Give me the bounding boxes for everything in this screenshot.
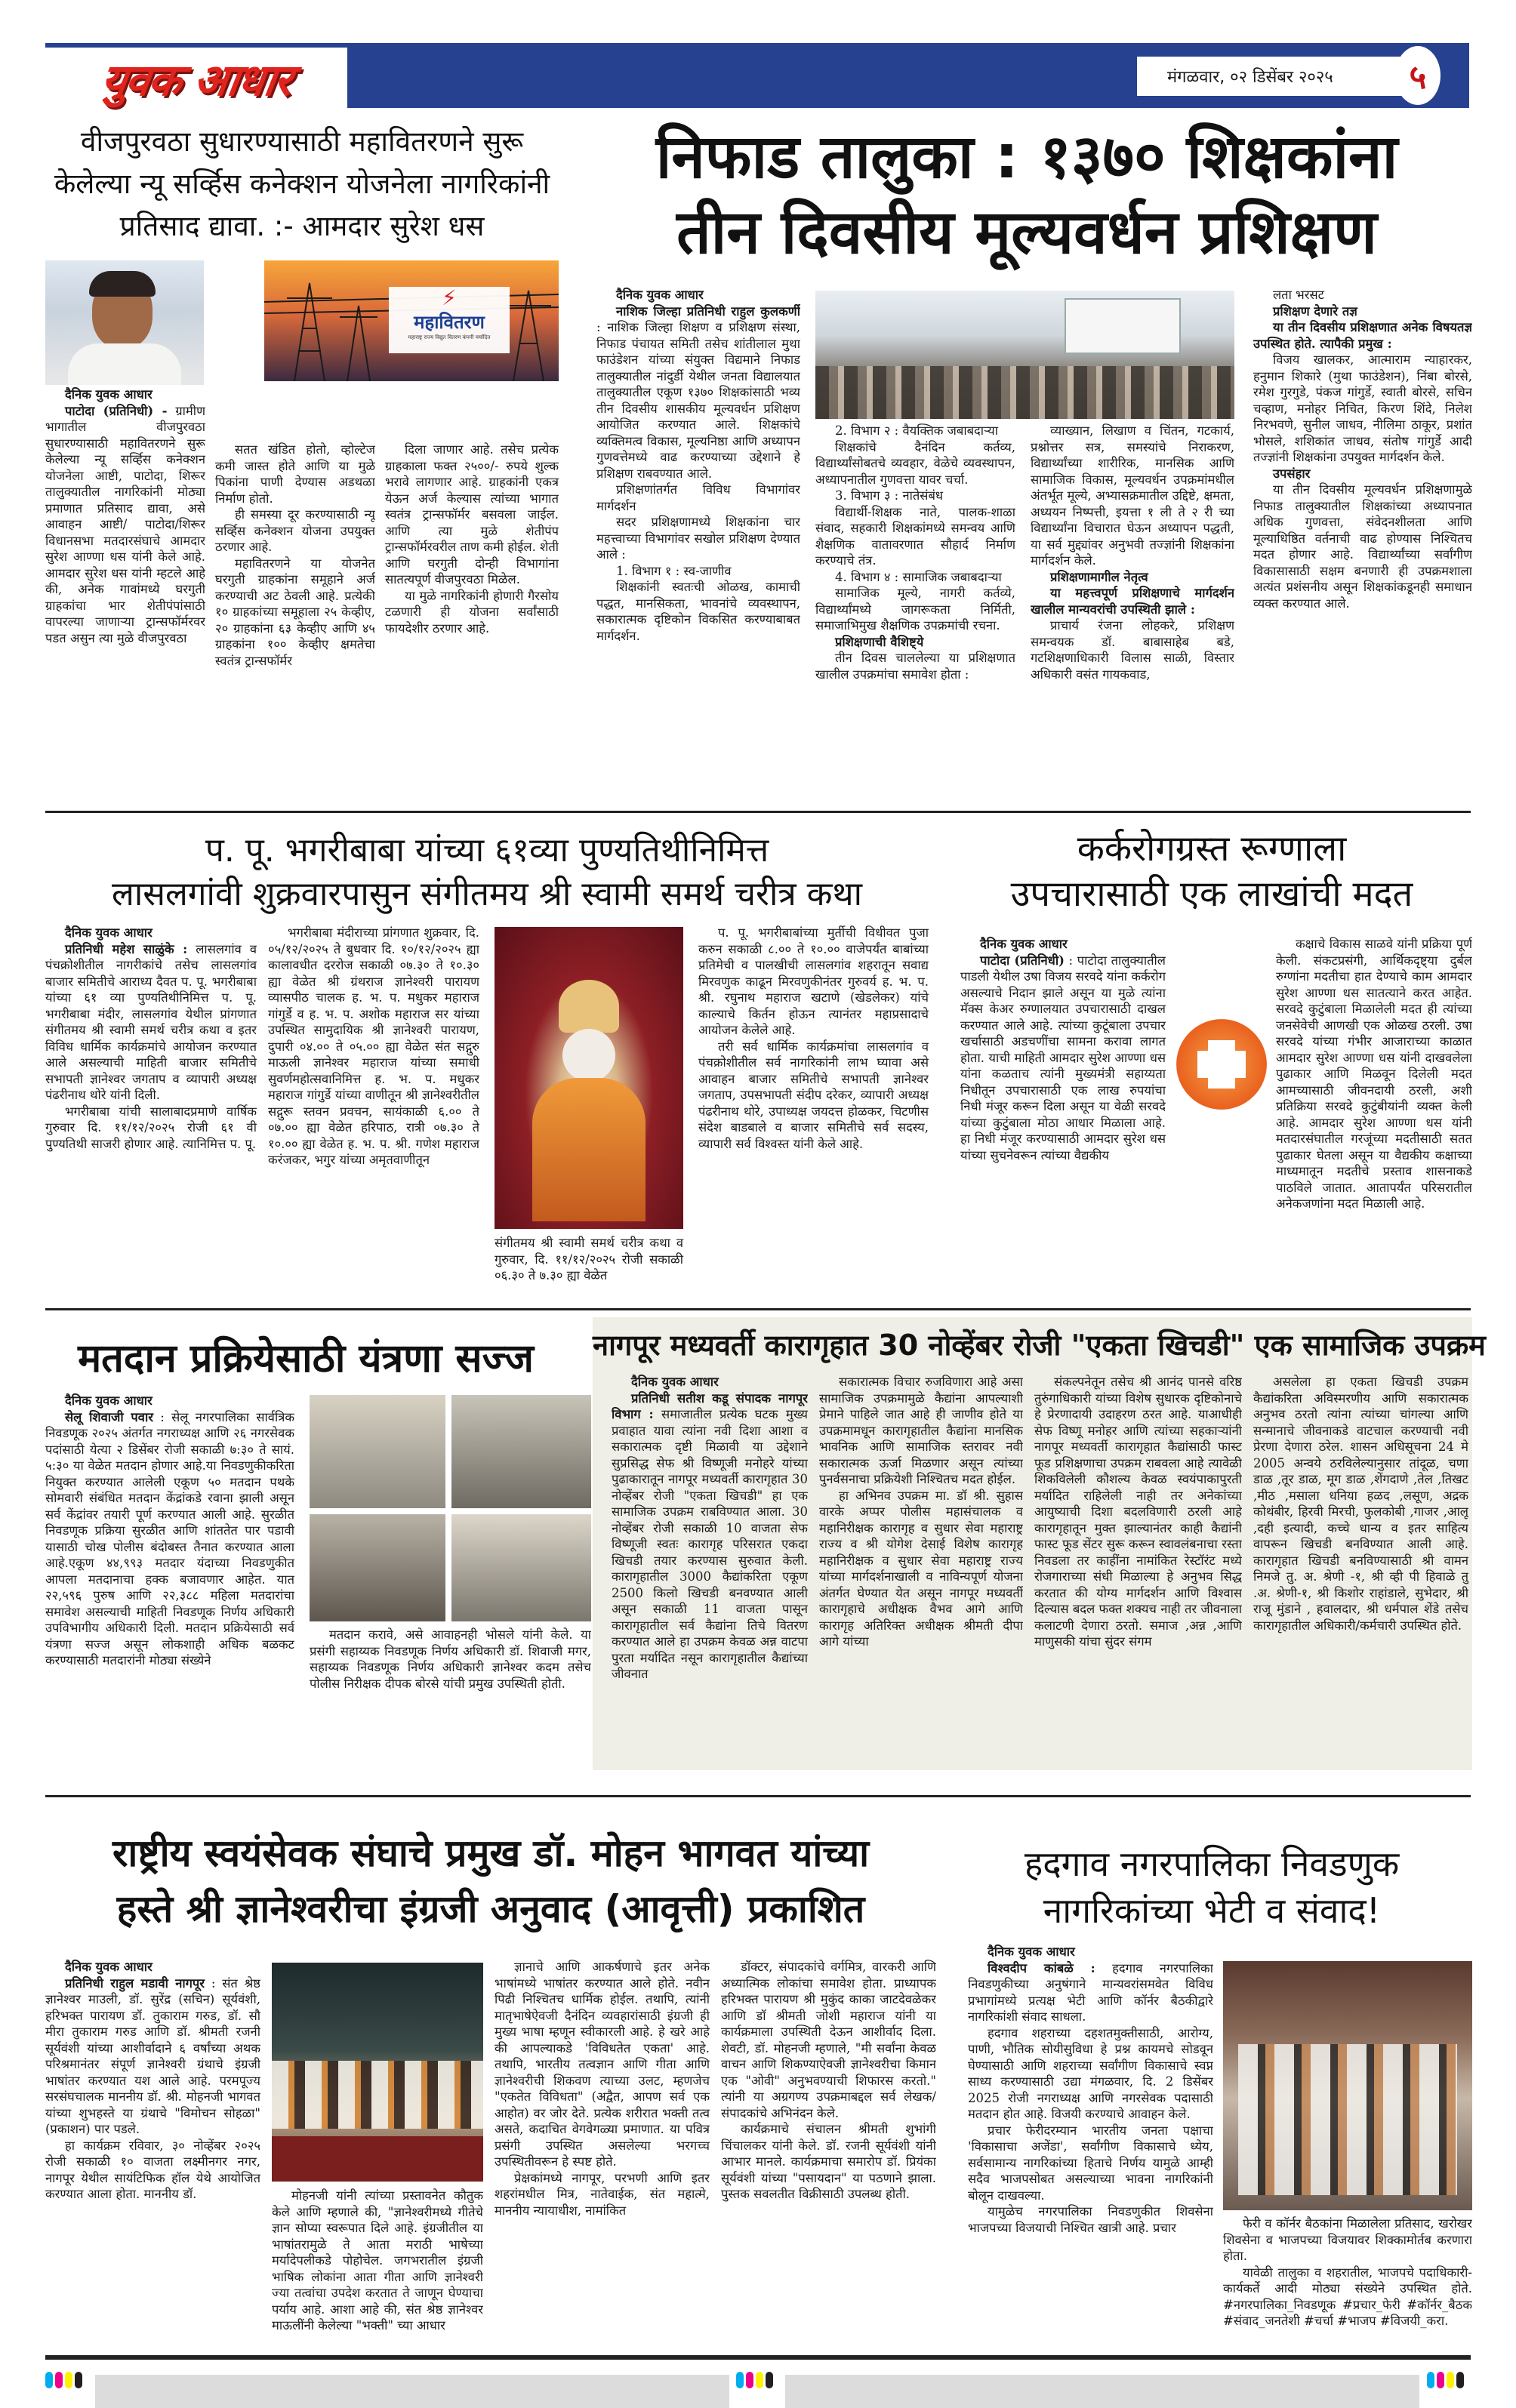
lead-paragraph bbox=[45, 1975, 260, 2138]
paragraph: दिला जाणार आहे. तसेच प्रत्येक ग्राहकाला फक्त २५००/- रुपये शुल्क भरावे लागणार आहे. ग्राहकांनी एकत्र येऊन अर्ज केल्यास त्यांच्या भागात स्वतंत्र ट्रान्सफॉर्मर बसवला जाईल. आणि त्या मुळे शेतीपंप ट्रान्सफॉर्मरवरील ताण कमी होईल. शेती आणि घरगुती दोन्ही विभागांना सातत्यपूर्ण वीजपुरवठा मिळेल. bbox=[385, 442, 559, 587]
paragraph-text: : पाटोदा तालुक्यातील पाडली येथील उषा विजय सरवदे यांना कर्करोग असल्याचे निदान झाले असून या मुळे त्यांना मॅक्स केअर रुग्णालयात उपचारासाठी दाखल करण्यात आले आहे. त्यांच्या कुटूंबाला उपचार खर्चासाठी अडचणींचा सामना करावा लागत होता. याची माहिती आमदार सुरेश आण्णा धस यांना कळताच त्यांनी मुख्यमंत्री सहाय्यता निधीतून उपचारासाठी एक लाख रुपयांचा निधी मंजूर करून दिला असून या वेळी सरवदे यांच्या कुटुंबाला मोठा आधार मिळाला आहे. हा निधी मंजूर करण्यासाठी आमदार सुरेश धस यांच्या सुचनेवरून त्यांच्या वैद्यकीय bbox=[960, 953, 1166, 1162]
paragraph: भगरीबाबा यांची सालाबादप्रमाणे वार्षिक गुरुवार दि. ११/१२/२०२५ रोजी ६१ वी पुण्यतिथी साजरी होणार आहे. त्यानिमित्त प. पू. bbox=[45, 1104, 257, 1151]
article-column bbox=[45, 386, 205, 802]
headline-line: कर्करोगग्रस्त रूग्णाला bbox=[1077, 828, 1347, 870]
byline: दैनिक युवक आधार bbox=[65, 925, 153, 940]
headline-line: केलेल्या न्यू सर्व्हिस कनेक्शन योजनेला नागरिकांनी bbox=[54, 168, 550, 200]
paragraph: कक्षाचे विकास साळवे यांनी प्रक्रिया पूर्ण केली. संकटप्रसंगी, आर्थिकदृष्ट्या दुर्बल रुग्णांना मदतीचा हात देण्याचे काम आमदार सुरेश आण्णा धस सातत्याने करत आहेत. सरवदे कुटुंबाला मिळालेली मदत ही त्यांच्या जनसेवेची आणखी एक ओळख ठरली. उषा सरवदे यांच्या गंभीर आजाराच्या काळात आमदार सुरेश आण्णा धस यांनी दाखवलेला पुढाकार आणि मिळवून दिलेली मदत आमच्यासाठी जीवनदायी ठरली, अशी प्रतिक्रिया सरवदे कुटुंबीयांनी व्यक्त केली आहे. आमदार सुरेश आण्णा धस यांनी मतदारसंघातील गरजूंच्या मदतीसाठी सतत पुढाकार घेतला असून या वैद्यकीय कक्षाच्या माध्यमातून मदतीचे प्रस्ताव शासनाकडे पाठविले जातात. आतापर्यंत परिसरातील अनेकजणांना मदत मिळाली आहे. bbox=[1276, 937, 1472, 1211]
paragraph: सतत खंडित होतो, व्होल्टेज कमी जास्त होते आणि या मुळे पिकांना पाणी देण्यास अडथळा निर्माण होतो. bbox=[215, 442, 375, 506]
date-text: मंगळवार, ०२ डिसेंबर २०२५ bbox=[1167, 68, 1333, 87]
byline: दैनिक युवक आधार bbox=[65, 1393, 153, 1408]
article-column bbox=[698, 925, 929, 1287]
article-column bbox=[721, 1959, 936, 2336]
byline: दैनिक युवक आधार bbox=[988, 1945, 1075, 1959]
corner-meeting-photo bbox=[1223, 1961, 1472, 2210]
logo-subtext: महाराष्ट्र राज्य विद्युत वितरण कंपनी मर्यादित bbox=[408, 334, 491, 340]
lead-paragraph bbox=[45, 403, 205, 647]
paragraph: 3. विभाग ३ : नातेसंबंध bbox=[835, 488, 944, 503]
headline-line: नागरिकांच्या भेटी व संवाद! bbox=[1043, 1890, 1381, 1931]
byline: दैनिक युवक आधार bbox=[616, 288, 704, 302]
headline-line: राष्ट्रीय स्वयंसेवक संघाचे प्रमुख डॉ. मोहन भागवत यांच्या bbox=[112, 1831, 870, 1875]
paragraph: फेरी व कॉर्नर बैठकांना मिळालेला प्रतिसाद, खरोखर शिवसेना व भाजपच्या विजयावर शिक्कामोर्तब करणारा होता. bbox=[1223, 2216, 1472, 2263]
issue-date bbox=[1137, 57, 1416, 96]
byline: दैनिक युवक आधार bbox=[980, 937, 1068, 951]
headline-nifad bbox=[581, 119, 1472, 270]
page-number: ५ bbox=[1395, 46, 1441, 105]
subheading: या तीन दिवसीय प्रशिक्षणात अनेक विषयतज्ञ उपस्थित होते. त्यापैकी प्रमुख : bbox=[1253, 320, 1472, 351]
health-cell-logo bbox=[1176, 1019, 1267, 1110]
paragraph: 4. विभाग ४ : सामाजिक जबाबदाऱ्या bbox=[835, 569, 1002, 584]
paragraph: हा अभिनव उपक्रम मा. डॉ श्री. सुहास वारके अप्पर पोलीस महासंचालक व महानिरीक्षक कारागृह व सुधार सेवा महाराष्ट्र राज्य व श्री योगेश देसाई विशेष कारागृह महानिरीक्षक व सुधार सेवा महाराष्ट्र राज्य यांच्या मार्गदर्शनाखाली व नाविन्यपूर्ण योजना अंतर्गत घेण्यात येत असून नागपूर मध्यवर्ती कारागृहाचे अधीक्षक वैभव आगे आणि कारागृह अतिरिक्त अधीक्षक श्रीमती दीपा आगे यांच्या bbox=[819, 1488, 1023, 1649]
article-column bbox=[1276, 936, 1472, 1287]
book-launch-photo bbox=[272, 1963, 483, 2182]
lead-paragraph bbox=[45, 941, 257, 1104]
paragraph: महावितरणने या योजनेत घरगुती ग्राहकांना समूहाने अर्ज करण्याची अट ठेवली आहे. प्रत्येकी १० ग्राहकांच्या समूहाला २५ केव्हीए, २० ग्राहकांना ६३ केव्हीए आणि ४५ ग्राहकांना १०० केव्हीए क्षमतेचा स्वतंत्र ट्रान्सफॉर्मर bbox=[215, 556, 375, 668]
paragraph-text: समाजातील प्रत्येक घटक मुख्य प्रवाहात यावा त्यांना नवी दिशा आशा व सकारात्मक दृष्टी मिळावी या उद्देशाने सुप्रसिद्ध सेफ श्री विष्णूजी मनोहरे यांच्या पुढाकारातून नागपूर मध्यवर्ती कारागृहात 30 नोव्हेंबर रोजी "एकता खिचडी" हा एक सामाजिक उपक्रम राबविण्यात आला. 30 नोव्हेंबर रोजी सकाळी 10 वाजता सेफ विष्णूजी स्वतः कारागृह परिसरात एकदा खिचडी तयार करण्यास सुरुवात केली. कारागृहातील 3000 कैद्यांकरिता एकूण 2500 किलो खिचडी बनवण्यात आली असून सकाळी 11 वाजता पासून कारागृहातील सर्व कैद्यांना तिचे वितरण करण्यात आले हा उपक्रम केवळ अन्न वाटपा पुरता मर्यादित नसून कारागृहातील कैद्यांच्या जीवनात bbox=[612, 1407, 808, 1681]
print-registration-marks bbox=[736, 2372, 775, 2391]
dateline: प्रतिनिधी राहुल मडावी नागपूर bbox=[65, 1975, 205, 1991]
paragraph-text: लासलगांव व पंचक्रोशीतील नागरीकांचे तसेच लासलगांव बाजार समितीचे आराध्य दैवत प. पू. भगरीबाबा यांच्या ६१ व्या पुण्यतिथीनिमित्त प. पू. भगरीबाबा मंदीर, लासलगांव येथील प्रांगणात संगीतमय श्री स्वामी समर्थ चरीत्र कथा व इतर विविध धार्मिक कार्यक्रमांचे आयोजन करण्यात आले असल्याची माहिती बाजार समितीचे सभापती ज्ञानेश्वर जगताप व व्यापारी अध्यक्ष पंढरीनाथ थोरे यांनी दिली. bbox=[45, 941, 257, 1102]
photo-caption: संगीतमय श्री स्वामी समर्थ चरीत्र कथा व गुरुवार, दि. ११/१२/२०२५ रोजी सकाळी ०६.३० ते ७.३० ह्या वेळेत bbox=[495, 1236, 683, 1283]
dateline: पाटोदा (प्रतिनिधी) - bbox=[65, 403, 168, 418]
dateline: पाटोदा (प्रतिनिधी) bbox=[980, 953, 1065, 968]
article-column bbox=[815, 423, 1015, 804]
subheading: प्रशिक्षण देणारे तज्ञ bbox=[1273, 303, 1357, 319]
paragraph-text: : नाशिक जिल्हा शिक्षण व प्रशिक्षण संस्था, निफाड पंचायत समिती तसेच शांतीलाल मुथा फाउंडेशन यांच्या संयुक्त विद्यमाने निफाड तालुक्यातील नांदुर्डी येथील जनता विद्यालयात तालुक्यातील एकूण १३७० शिक्षकांसाठी भव्य तीन दिवसीय शासकीय मूल्यवर्धन प्रशिक्षण आयोजित करण्यात आले. शिक्षकांचे व्यक्तिमत्व विकास, मूल्यनिष्ठा आणि अध्यापन गुणवत्तेमध्ये वाढ करण्याच्या उद्देशाने हे प्रशिक्षण राबवण्यात आले. bbox=[596, 320, 800, 481]
dateline: सेलू शिवाजी पवार bbox=[65, 1409, 153, 1424]
lead-paragraph bbox=[596, 303, 800, 482]
paragraph: यावेळी तालुका व शहरातील, भाजपचे पदाधिकारी-कार्यकर्ते आदी मोठ्या संख्येने उपस्थित होते. #नगरपालिका_निवडणूक #प्रचार_फेरी #कॉर्नर_बैठक #संवाद_जनतेशी #चर्चा #भाजप #विजयी_करा. bbox=[1223, 2265, 1472, 2328]
lead-paragraph bbox=[45, 1409, 294, 1669]
subheading: प्रशिक्षणाची वैशिष्ट्ये bbox=[835, 634, 924, 649]
masthead bbox=[45, 43, 1469, 108]
headline-mahavitaran bbox=[45, 121, 559, 248]
paragraph: सामाजिक मूल्ये, नागरी कर्तव्ये, विद्यार्थ्यांमध्ये जागरूकता निर्मिती, समाजाभिमुख शैक्षणिक उपक्रमांची रचना. bbox=[815, 586, 1015, 633]
article-column bbox=[45, 1393, 294, 1763]
headline-line: नागपूर मध्यवर्ती कारागृहात 30 नोव्हेंबर रोजी "एकता खिचडी" एक सामाजिक उपक्रम bbox=[593, 1329, 1486, 1362]
paragraph: डॉक्टर, संपादकांचे वर्गमित्र, वारकरी आणि अध्यात्मिक लोकांचा समावेश होता. प्राध्यापक हरिभक्त पारायण श्री मुकुंद काका जाटदेवळेकर आणि डॉ श्रीमती जोशी महाराज यांनी या कार्यक्रमाला उपस्थिती देऊन आशीर्वाद दिला. शेवटी, डॉ. मोहनजी म्हणाले, "मी सर्वांना केवळ वाचन आणि शिकण्याऐवजी ज्ञानेश्वरीचा किमान एक "ओवी" अनुभवण्याची शिफारस करतो." त्यांनी या अग्रगण्य उपक्रमाबद्दल सर्व लेखक/संपादकांचे अभिनंदन केले. bbox=[721, 1960, 936, 2120]
paragraph: ही समस्या दूर करण्यासाठी न्यू सर्व्हिस कनेक्शन योजना उपयुक्त ठरणार आहे. bbox=[215, 507, 375, 554]
footer-bar bbox=[95, 2375, 729, 2408]
headline-line: प्रतिसाद द्यावा. :- आमदार सुरेश धस bbox=[119, 210, 485, 242]
article-column bbox=[385, 442, 559, 802]
polling-photo bbox=[310, 1395, 445, 1508]
headline-rss bbox=[45, 1825, 936, 1937]
headline-line: लासलगांवी शुक्रवारपासुन संगीतमय श्री स्वामी समर्थ चरीत्र कथा bbox=[111, 875, 862, 913]
article-column bbox=[1034, 1374, 1242, 1766]
paragraph: यामुळेच नगरपालिका निवडणुकीत शिवसेना भाजपच्या विजयाची निश्चित खात्री आहे. प्रचार bbox=[968, 2204, 1213, 2235]
paragraph-text: हदगाव नगरपालिका निवडणुकीच्या अनुषंगाने मान्यवरांसमवेत विविध प्रभागांमध्ये प्रत्यक्ष भेटी आणि कॉर्नर बैठकीद्वारे नागरिकांशी संवाद साधला. bbox=[968, 1960, 1213, 2024]
headline-cancer bbox=[951, 827, 1472, 917]
paragraph: संकल्पनेतून तसेच श्री आनंद पानसे वरिष्ठ तुरुंगाधिकारी यांच्या विशेष सुधारक दृष्टिकोनाचे हे प्रेरणादायी उदाहरण ठरत आहे. याआधीही सेफ विष्णू मनोहर आणि त्यांच्या सहकाऱ्यांनी नागपूर मध्यवर्ती कारागृहात कैद्यांसाठी फास्ट फूड प्रशिक्षणाचा उपक्रम राबवला आहे त्यावेळी शिकविलेली कौशल्य केवळ स्वयंपाकापुरती मर्यादित राहिलेली नाही तर अनेकांच्या आयुष्याची दिशा बदलविणारी ठरली आहे कारागृहातून मुक्त झाल्यानंतर काही कैद्यांनी फास्ट फूड सेंटर सुरू करून स्वावलंबनाचा रस्ता निवडला तर काहींना नामांकित रेस्टॉरंट मध्ये रोजगाराच्या संधी मिळाल्या हे अनुभव सिद्ध करतात की योग्य मार्गदर्शन आणि विश्वास दिल्यास बदल फक्त शक्यच नाही तर जीवनाला कलाटणी देणारा ठरतो. समाज ,अन्न ,आणि माणुसकी यांचा सुंदर संगम bbox=[1034, 1375, 1242, 1649]
print-registration-marks bbox=[45, 2372, 85, 2391]
headline-line: प. पू. भगरीबाबा यांच्या ६१व्या पुण्यतिथीनिमित्त bbox=[205, 831, 769, 870]
polling-photo bbox=[451, 1395, 591, 1508]
section-divider bbox=[45, 1308, 1471, 1310]
polling-photo bbox=[310, 1514, 445, 1621]
article-column bbox=[268, 925, 479, 1287]
headline-line: हदगाव नगरपालिका निवडणुक bbox=[1024, 1843, 1400, 1884]
article-column bbox=[1253, 287, 1472, 804]
paragraph: असलेला हा एकता खिचडी उपक्रम कैद्यांकरिता अविस्मरणीय आणि सकारात्मक अनुभव ठरतो त्यांना त्यांच्या चांगल्या आणि सन्मानाचे जीवनाकडे वाटचाल करण्याची नवी प्रेरणा देणारा ठरेल. शासन अधिसूचना 24 मे 2005 अन्वये ठरविलेल्यानुसार तांदूळ, चणा डाळ ,तूर डाळ, मूग डाळ ,शेंगदाणे ,तेल ,तिखट ,मीठ ,मसाला धनिया हळद ,लसूण, अद्रक कोथंबीर, हिरवी मिरची, फुलकोबी ,गाजर ,आलू ,दही इत्यादी, कच्चे धान्य व इतर साहित्य वापरून खिचडी बनविण्यात आली आहे. कारागृहात खिचडी बनविण्यासाठी श्री वामन निमजे तु. अ. श्रेणी -१, श्री व्ही पी हिवाळे तु .अ. श्रेणी-१, श्री किशोर राहांडाले, सुभेदार, श्री राजू मुंडाने , हवालदार, श्री धर्मपाल शेंडे तसेच कारागृहातील अधिकारी/कर्मचारी उपस्थित होते. bbox=[1253, 1375, 1468, 1633]
paragraph-text: ग्रामीण भागातील वीजपुरवठा सुधारण्यासाठी महावितरणने सुरू केलेल्या न्यू सर्व्हिस कनेक्शन योजनेला आष्टी, पाटोदा, शिरूर तालुक्यातील नागरिकांनी मोठ्या प्रमाणात प्रतिसाद द्यावा, असे आवाहन आष्टी/ पाटोदा/शिरूर विधानसभा मतदारसंघाचे आमदार सुरेश आण्णा धस यांनी केले आहे. आमदार सुरेश धस यांनी म्हटले आहे की, अनेक गावांमध्ये घरगुती ग्राहकांचा भार शेतीपंपांसाठी वापरल्या जाणाऱ्या ट्रान्सफॉर्मरवर पडत असुन त्या मुळे वीजपुरवठा bbox=[45, 403, 205, 645]
lead-paragraph bbox=[968, 1960, 1213, 2025]
paragraph: भगरीबाबा मंदीराच्या प्रांगणात शुक्रवार, दि. ०५/१२/२०२५ ते बुधवार दि. १०/१२/२०२५ ह्या कालावधीत दररोज सकाळी ०७.३० ते १०.३० ह्या वेळेत श्री ग्रंथराज ज्ञानेश्वरी पारायण व्यासपीठ चालक ह. भ. प. मधुकर महाराज गांगुर्डे व ह. भ. प. अशोक महाराज सर यांच्या उपस्थित सामुदायिक श्री ज्ञानेश्वरी पारायण, दुपारी ०४.०० ते ०५.०० ह्या वेळेत संत सद्गुरु माऊली ज्ञानेश्वर महाराज यांच्या समाधी सुवर्णमहोत्सवानिमित्त ह. भ. प. मधुकर महाराज गांगुर्डे यांच्या वाणीतून श्री ज्ञानेश्वरीतील सद्गुरू स्तवन प्रवचन, सायंकाळी ६.०० ते ०७.०० ह्या वेळेत हरिपाठ, रात्री ०७.३० ते १०.०० ह्या वेळेत ह. भ. प. श्री. गणेश महाराज करंजकर, भगुर यांच्या अमृतवाणीतून bbox=[268, 925, 479, 1167]
paragraph: तरी सर्व धार्मिक कार्यक्रमांचा लासलगांव व पंचक्रोशीतील सर्व नागरिकांनी लाभ घ्यावा असे आवाहन बाजार समितीचे सभापती ज्ञानेश्वर जगताप, उपसभापती संदीप दरेकर, व्यापारी अध्यक्ष पंढरीनाथ थोरे, उपाध्यक्ष जयदत्त होळकर, चिटणीस संदेश बाडबाले व बाजार समितीचे सर्व सदस्य, व्यापारी सर्व विश्वस्त यांनी केले आहे. bbox=[698, 1039, 929, 1151]
subheading: या महत्त्वपूर्ण प्रशिक्षणाचे मार्गदर्शन खालील मान्यवरांची उपस्थिती झाले : bbox=[1031, 586, 1234, 617]
article-column bbox=[612, 1374, 808, 1766]
paragraph: कार्यक्रमाचे संचालन श्रीमती शुभांगी चिंचालकर यांनी केले. डॉ. रजनी सूर्यवंशी यांनी आभार मानले. कार्यक्रमाचा समारोप डॉ. प्रियंका सूर्यवंशी यांच्या "पसायदान" या पठणाने झाला. पुस्तक सवलतीत विक्रीसाठी उपलब्ध होती. bbox=[721, 2122, 936, 2201]
article-column bbox=[968, 1944, 1213, 2336]
article-column bbox=[215, 442, 375, 802]
paragraph: व्याख्यान, लिखाण व चिंतन, गटकार्य, प्रश्नोत्तर सत्र, समस्यांचे निराकरण, विद्यार्थ्यांच्या शारीरिक, मानसिक आणि सामाजिक विकास, मूल्यवर्धन उपक्रमांमधील अंतर्भूत मूल्ये, अभ्यासक्रमातील उद्दिष्टे, क्षमता, अध्ययन निष्पत्ती, इयत्ता १ ली ते २ री च्या विद्यार्थ्यांना विचारात घेऊन अध्यापन पद्धती, या सर्व मुद्द्यांवर अनुभवी तज्ज्ञांनी शिक्षकांना मार्गदर्शन केले. bbox=[1031, 423, 1234, 568]
article-column bbox=[1031, 423, 1234, 804]
paragraph: प्रचार फेरीदरम्यान भारतीय जनता पक्षाचा 'विकासाचा अजेंडा', सर्वांगीण विकासाचे ध्येय, सर्वसामान्य नागरिकांच्या हिताचे निर्णय यामुळे आम्ही सदैव भाजपसोबत असल्याच्या भावना नागरिकांनी बोलून दाखवल्या. bbox=[968, 2123, 1213, 2203]
byline: दैनिक युवक आधार bbox=[65, 1960, 153, 1974]
polling-photo bbox=[451, 1514, 591, 1621]
print-registration-marks bbox=[1427, 2372, 1466, 2391]
headline-hadgaon bbox=[951, 1840, 1472, 1934]
training-hall-photo bbox=[815, 291, 1234, 419]
paragraph: लता भरसट bbox=[1273, 288, 1324, 302]
logo-text: महावितरण bbox=[414, 312, 485, 333]
paragraph: मतदान करावे, असे आवाहनही भोसले यांनी केले. या प्रसंगी सहाय्यक निवडणूक निर्णय अधिकारी डॉ. शिवाजी मगर, सहाय्यक निवडणूक निर्णय अधिकारी ज्ञानेश्वर कदम तसेच पोलीस निरीक्षक दीपक बोरसे यांची प्रमुख उपस्थिती होती. bbox=[310, 1627, 591, 1691]
paragraph: हा कार्यक्रम रविवार, ३० नोव्हेंबर २०२५ रोजी सकाळी १० वाजता लक्ष्मीनगर नगर, नागपूर येथील सायंटिफिक हॉल येथे आयोजित करण्यात आला होता. माननीय डॉ. bbox=[45, 2138, 260, 2201]
logo-text: युवक आधार bbox=[97, 54, 294, 106]
paragraph: विद्यार्थी-शिक्षक नाते, पालक-शाळा संवाद, सहकारी शिक्षकांमध्ये समन्वय आणि शैक्षणिक वातावरणात सौहार्द निर्माण करण्याचे तंत्र. bbox=[815, 504, 1015, 568]
paragraph: या तीन दिवसीय मूल्यवर्धन प्रशिक्षणामुळे निफाड तालुक्यातील शिक्षकांच्या अध्यापनात अधिक गुणवत्ता, संवेदनशीलता आणि मूल्याधिष्ठित वर्तनाची वाढ होण्यास निश्चितच मदत होणार आहे. विद्यार्थ्यांच्या सर्वांगीण विकासासाठी सक्षम बनणारी ही उपक्रमशाला अत्यंत प्रशंसनीय असून शिक्षकांकडूनही समाधान व्यक्त करण्यात आले. bbox=[1253, 482, 1472, 611]
dateline: प्रतिनिधी महेश साळुंके : bbox=[65, 941, 188, 956]
article-column bbox=[45, 1959, 260, 2336]
paragraph: सदर प्रशिक्षणामध्ये शिक्षकांना चार महत्त्वाच्या विभागांवर सखोल प्रशिक्षण देण्यात आले : bbox=[596, 515, 800, 562]
paragraph: 1. विभाग १ : स्व-जाणीव bbox=[616, 563, 732, 578]
paragraph: प्रशिक्षणांतर्गत विविध विभागांवर मार्गदर्शन bbox=[596, 482, 800, 513]
paragraph: शिक्षकांचे दैनंदिन कर्तव्य, विद्यार्थ्यांसोबतचे व्यवहार, वेळेचे व्यवस्थापन, अध्यापनातील गुणवत्ता यावर चर्चा. bbox=[815, 439, 1015, 487]
paragraph: या मुळे नागरिकांनी होणारी गैरसोय टळणारी ही योजना सर्वांसाठी फायदेशीर ठरणार आहे. bbox=[385, 588, 559, 636]
section-divider bbox=[45, 811, 1471, 813]
paragraph: ज्ञानाचे आणि आकर्षणाचे इतर अनेक भाषांमध्ये भाषांतर करण्यात आले होते. नवीन पिढी निश्चितच धार्मिक होईल. तथापि, त्यांनी मातृभाषेऐवजी दैनंदिन व्यवहारांसाठी इंग्रजी ही मुख्य भाषा म्हणून स्वीकारली आहे. हे खरे आहे की आपल्याकडे 'विविधतेत एकता' आहे. तथापि, भारतीय तत्वज्ञान आणि गीता आणि ज्ञानेश्वरीची शिकवण त्याच्या उलट, म्हणजेच "एकतेत विविधता" (अद्वैत, आपण सर्व एक आहोत) वर जोर देते. प्रत्येक शरीरात भक्ती तत्व असते, कदाचित वेगवेगळ्या प्रमाणात. या पवित्र प्रसंगी उपस्थित असलेल्या भरगच्च उपस्थितीवरून हे स्पष्ट होते. bbox=[495, 1960, 710, 2169]
paragraph: हदगाव शहराच्या दहशतमुक्तीसाठी, आरोग्य, पाणी, भौतिक सोयीसुविधा हे प्रश्न कायमचे सोडवून घेण्यासाठी आणि शहराच्या सर्वांगीण विकासाचे स्वप्न साध्य करण्यासाठी उद्या मंगळवार, दि. 2 डिसेंबर 2025 रोजी नगराध्यक्ष आणि नगरसेवक पदासाठी मतदान होत आहे. विजयी करण्याचे आवाहन केले. bbox=[968, 2025, 1213, 2121]
footer-bar bbox=[785, 2375, 1419, 2408]
dateline: प्रतिनिधी सतीश कडू संपादक नागपूर विभाग : bbox=[612, 1390, 808, 1421]
article-column bbox=[960, 936, 1166, 1287]
paragraph: प्राचार्य रंजना लोहकरे, प्रशिक्षण समन्वयक डॉ. बाबासाहेब बडे, गटशिक्षणाधिकारी विलास साळी, विस्तार अधिकारी वसंत गायकवाड, bbox=[1031, 618, 1234, 682]
article-column bbox=[1223, 2216, 1472, 2336]
article-column bbox=[310, 1627, 591, 1763]
paragraph-text: : सेलू नगरपालिका सार्वत्रिक निवडणूक २०२५ अंतर्गत नगराध्यक्ष आणि २६ नगरसेवक पदांसाठी येत्या २ डिसेंबर रोजी सकाळी ७:३० ते सायं. ५:३० या वेळेत मतदान होणार आहे.या निवडणुकीकरिता नियुक्त करण्यात आलेली एकूण ५० मतदान पथके सोमवारी संबंधित मतदान केंद्रांकडे रवाना झाली असून सर्व केंद्रांवर तयारी पूर्ण करण्यात आली आहे. सुरळीत निवडणूक प्रक्रिया सुरळीत आणि शांततेत पार पडावी यासाठी चोख पोलीस बंदोबस्त तैनात करण्यात आला आहे.एकूण ४४,९९३ मतदार यंदाच्या निवडणुकीत आपला मतदानाचा हक्क बजावणार आहेत. यात २२,५९६ पुरुष आणि २२,३८८ महिला मतदारांचा समावेश असल्याची माहिती निवडणूक निर्णय अधिकारी उपविभागीय अधिकारी दिली. मतदान प्रक्रियेसाठी सर्व यंत्रणा सज्ज असून लोकशाही अधिक बळकट करण्यासाठी मतदारांनी मोठ्या संख्येने bbox=[45, 1409, 294, 1667]
headline-line: वीजपुरवठा सुधारण्यासाठी महावितरणने सुरू bbox=[80, 125, 524, 158]
paragraph: शिक्षकांनी स्वतःची ओळख, कामाची पद्धत, मानसिकता, भावनांचे व्यवस्थापन, सकारात्मक दृष्टिकोन विकसित करण्याबाबत मार्गदर्शन. bbox=[596, 580, 800, 643]
lead-paragraph bbox=[960, 953, 1166, 1164]
article-column bbox=[596, 287, 800, 804]
dateline: नाशिक जिल्हा प्रतिनिधी राहुल कुलकर्णी bbox=[616, 303, 800, 319]
headline-bhagaribaba bbox=[45, 829, 929, 916]
byline: दैनिक युवक आधार bbox=[65, 387, 153, 402]
power-tower-photo bbox=[264, 260, 559, 381]
article-column bbox=[272, 2188, 483, 2336]
paragraph: 2. विभाग २ : वैयक्तिक जबाबदाऱ्या bbox=[835, 423, 998, 438]
swami-samarth-photo bbox=[495, 927, 683, 1229]
subheading: प्रशिक्षणामागील नेतृत्व bbox=[1050, 569, 1148, 584]
paragraph: विजय खालकर, आत्माराम न्याहारकर, हनुमान शिकारे (मुथा फाउंडेशन), निंबा बोरसे, रमेश गुरगुडे, पंकज गांगुर्डे, स्वाती बोरसे, सचिन चव्हाण, मनोहर निचित, किरण शिंदे, निलेश निरभवणे, सुनील जाधव, नीलिमा ठाकूर, प्रशांत भोसले, शशिकांत जाधव, संतोष गांगुर्डे आदी तज्ज्ञांनी शिक्षकांना उपयुक्त मार्गदर्शन केले. bbox=[1253, 353, 1472, 464]
paragraph: सकारात्मक विचार रुजविणारा आहे असा सामाजिक उपक्रमामुळे कैद्यांना आपल्याशी प्रेमाने पाहिले जात आहे ही जाणीव होते या उपक्रमामधून कारागृहातील कैद्यांना मानसिक भावनिक आणि सामाजिक स्तरावर नवी सकारात्मक ऊर्जा मिळणार असून त्यांच्या पुनर्वसनाचा प्रक्रियेशी निश्चितच मदत होईल. bbox=[819, 1375, 1023, 1486]
paragraph: प. पू. भगरीबाबांच्या मुर्तीची विधीवत पुजा करुन सकाळी ८.०० ते १०.०० वाजेपर्यंत बाबांच्या प्रतिमेची व पालखीची लासलगांव शहरातून सवाद्य मिरवणुक काढून मिरवणुकीनंतर गुरुवर्य ह. भ. प. श्री. रघुनाथ महाराज खटाणे (खेडलेकर) यांचे काल्याचे किर्तन होऊन त्यानंतर महाप्रसादाचे आयोजन केलेले आहे. bbox=[698, 925, 929, 1037]
portrait-photo bbox=[45, 260, 204, 385]
headline-matdan bbox=[45, 1332, 566, 1385]
byline: दैनिक युवक आधार bbox=[631, 1375, 719, 1389]
article-column bbox=[819, 1374, 1023, 1766]
headline-line: हस्ते श्री ज्ञानेश्वरीचा इंग्रजी अनुवाद (आवृत्ती) प्रकाशित bbox=[116, 1887, 865, 1931]
dateline: विश्वदीप कांबळे : bbox=[988, 1960, 1095, 1975]
subheading: उपसंहार bbox=[1273, 466, 1311, 481]
headline-nagpur bbox=[593, 1323, 1486, 1368]
article-column bbox=[1253, 1374, 1468, 1766]
mahavitaran-logo: ⚡ महावितरण महाराष्ट्र राज्य विद्युत वितरण कंपनी मर्यादित bbox=[389, 287, 510, 353]
paragraph-text: : संत श्रेष्ठ ज्ञानेश्वर माउली, डॉ. सुरेंद्र (सचिन) सूर्यवंशी, हरिभक्त पारायण डॉ. तुकाराम गरुड, डॉ. सौ मीरा तुकाराम गरुड आणि डॉ. श्रीमती रजनी सूर्यवंशी यांच्या आशीर्वादाने ६ वर्षांच्या अथक परिश्रमानंतर संपूर्ण ज्ञानेश्वरी ग्रंथाचे इंग्रजी भाषांतर करण्यात यश आले आहे. परमपूज्य सरसंघचालक माननीय डॉ. श्री. मोहनजी भागवत यांच्या शुभहस्ते या ग्रंथाचे "विमोचन सोहळा" (प्रकाशन) पार पडले. bbox=[45, 1975, 260, 2136]
article-column bbox=[45, 925, 257, 1287]
lead-paragraph bbox=[612, 1390, 808, 1683]
article-column bbox=[495, 1959, 710, 2336]
headline-line: उपचारासाठी एक लाखांची मदत bbox=[1010, 873, 1413, 915]
paragraph: मोहनजी यांनी त्यांच्या प्रस्तावनेत कौतुक केले आणि म्हणाले की, "ज्ञानेश्वरीमध्ये गीतेचे ज्ञान सोप्या स्वरूपात दिले आहे. इंग्रजीतील या भाषांतरामुळे ते आता मराठी भाषेच्या मर्यादेपलीकडे पोहोचेल. जगभरातील इंग्रजी भाषिक लोकांना आता गीता आणि ज्ञानेश्वरी ज्या तत्वांचा उपदेश करतात ते जाणून घेण्याचा पर्याय आहे. आशा आहे की, संत श्रेष्ठ ज्ञानेश्वर माऊलींनी केलेल्या "भक्ती" च्या आधार bbox=[272, 2188, 483, 2333]
paragraph: प्रेक्षकांमध्ये नागपूर, परभणी आणि इतर शहरांमधील मित्र, नातेवाईक, संत महात्मे, माननीय न्यायाधीश, नामांकित bbox=[495, 2170, 710, 2218]
section-divider bbox=[45, 1795, 1471, 1797]
newspaper-logo bbox=[45, 48, 347, 108]
paragraph: तीन दिवस चाललेल्या या प्रशिक्षणात खालील उपक्रमांचा समावेश होता : bbox=[815, 651, 1015, 682]
footer-rule bbox=[45, 2355, 1471, 2360]
headline-line: मतदान प्रक्रियेसाठी यंत्रणा सज्ज bbox=[78, 1336, 534, 1381]
headline-line: निफाड तालुका : १३७० शिक्षकांना bbox=[655, 122, 1398, 192]
headline-line: तीन दिवसीय मूल्यवर्धन प्रशिक्षण bbox=[676, 197, 1377, 267]
